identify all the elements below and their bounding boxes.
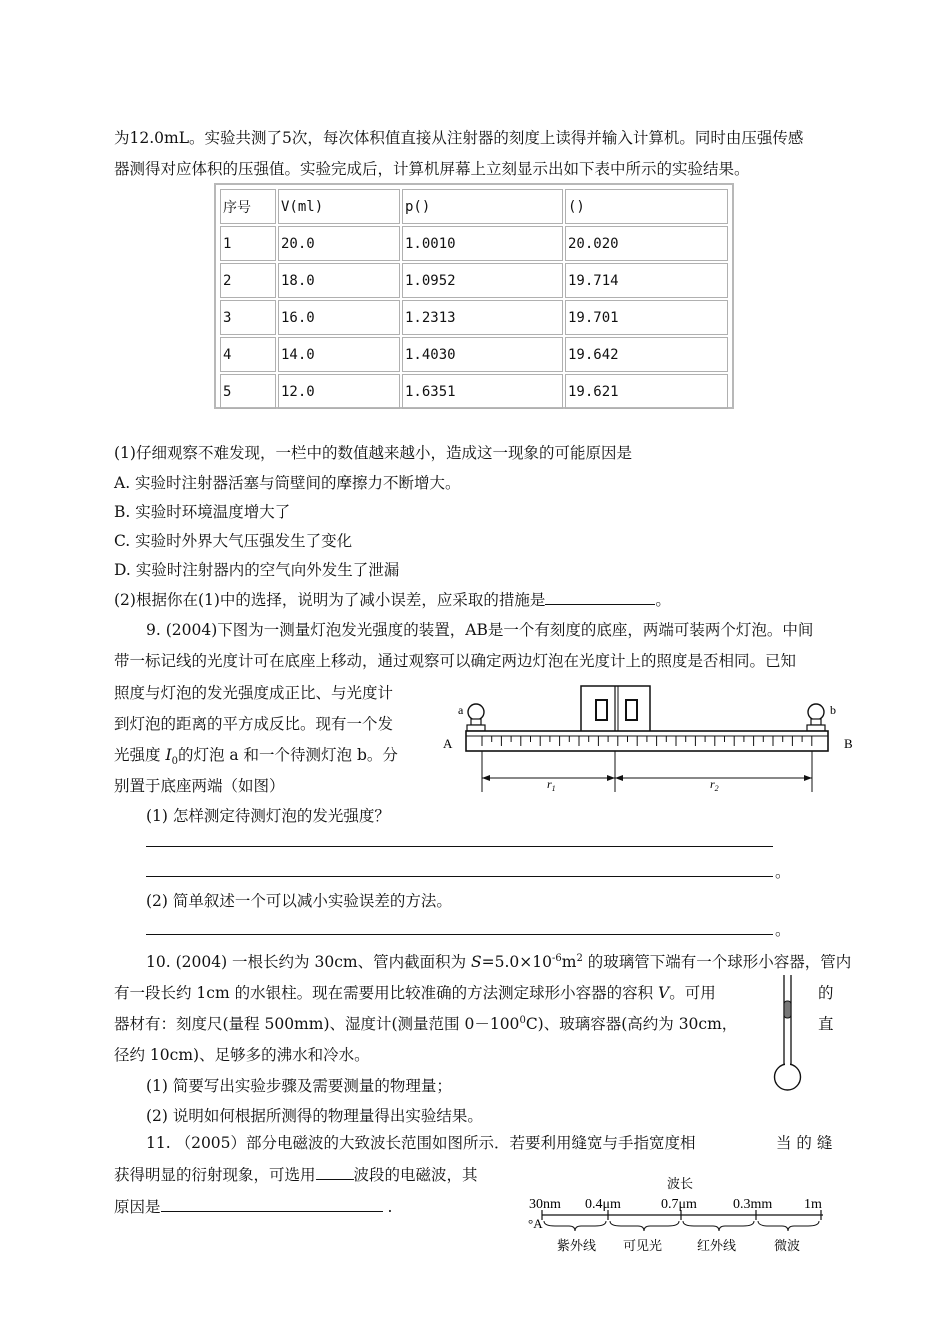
end-mark: 。 (775, 863, 791, 881)
q9-line-1: 9. (2004)下图为一测量灯泡发光强度的装置，AB是一个有刻度的底座，两端可装两个灯泡。中间 (146, 621, 814, 639)
q10-line-2-tail: 的 (818, 984, 834, 1002)
q10-line-3-b: C)、玻璃容器(高约为 30cm， (525, 1015, 738, 1033)
answer-blank[interactable] (545, 604, 655, 605)
bulb-container (775, 1064, 801, 1090)
q11-line-2-b: 波段的电磁波，其 (353, 1166, 478, 1184)
table-cell: 1.6351 (402, 374, 563, 409)
tick-label: 0.4μm (585, 1197, 621, 1212)
q10-line-3-a: 器材有：刻度尺(量程 500mm)、湿度计(测量范围 0－100 (114, 1015, 520, 1033)
q8-option-b: B. 实验时环境温度增大了 (114, 503, 291, 521)
table-cell: 16.0 (278, 300, 400, 335)
q8-part2 (114, 588, 671, 610)
table-row (220, 263, 728, 298)
distance-arrows (482, 751, 812, 792)
table-row (220, 226, 728, 261)
table-cell: 5 (220, 374, 276, 409)
q11-line-1-tail: 当 的 缝 (776, 1134, 833, 1152)
label-bulb-b: b (830, 703, 836, 717)
q10-line-2-b: 。可用 (669, 984, 716, 1002)
tick-label: 1m (804, 1197, 822, 1212)
band-label: 红外线 (697, 1238, 737, 1253)
band-label: 微波 (774, 1238, 801, 1253)
table-cell: 2 (220, 263, 276, 298)
q9-line-4: 到灯泡的距离的平方成反比。现有一个发 (114, 715, 394, 733)
q11-line-2 (114, 1163, 478, 1185)
table-cell: 20.0 (278, 226, 400, 261)
table-row (220, 374, 728, 409)
glass-tube-figure (770, 975, 810, 1093)
q8-option-a: A. 实验时注射器活塞与筒壁间的摩擦力不断增大。 (114, 474, 461, 492)
results-table (214, 183, 734, 409)
photometer-figure (440, 680, 860, 798)
q10-exponent-2: 2 (576, 952, 583, 964)
table-cell: 4 (220, 337, 276, 372)
table-cell: 12.0 (278, 374, 400, 409)
table-row (220, 337, 728, 372)
q10-sub-2: (2) 说明如何根据所测得的物理量得出实验结果。 (146, 1107, 483, 1125)
bulb-a-icon (467, 704, 485, 731)
answer-line[interactable] (146, 934, 773, 935)
table-cell: 3 (220, 300, 276, 335)
q9-line-5-b: 的灯泡 a 和一个待测灯泡 b。分 (177, 746, 398, 764)
band-label: 紫外线 (557, 1238, 597, 1253)
q10-line-1-b: =5.0×10 (481, 953, 552, 971)
label-end-a: A (443, 736, 453, 751)
table-cell: 19.701 (565, 300, 728, 335)
ruler-base (466, 731, 828, 751)
table-header-row (220, 189, 728, 224)
q11-line-3-a: 原因是 (114, 1198, 161, 1216)
table-header-cell: 序号 (220, 189, 276, 224)
q9-symbol-i-sub: 0 (171, 756, 178, 768)
table-cell: 20.020 (565, 226, 728, 261)
label-r1: $r_1$ (547, 777, 556, 793)
q10-line-3 (114, 1012, 737, 1034)
answer-blank[interactable] (316, 1179, 354, 1180)
intro-line-1: 为12.0mL。实验共测了5次，每次体积值直接从注射器的刻度上读得并输入计算机。同时由压强传感 (114, 129, 804, 147)
q10-line-1-d: 的玻璃管下端有一个球形小容器，管内 (582, 953, 852, 971)
answer-line[interactable] (146, 876, 773, 877)
intro-line-2: 器测得对应体积的压强值。实验完成后，计算机屏幕上立刻显示出如下表中所示的实验结果。 (114, 160, 750, 178)
table-header-cell: V(ml) (278, 189, 400, 224)
q10-degree: 0 (519, 1014, 526, 1026)
q8-part1: (1)仔细观察不难发现，一栏中的数值越来越小，造成这一现象的可能原因是 (114, 444, 632, 462)
q11-line-1: 11. （2005）部分电磁波的大致波长范围如图所示．若要利用缝宽与手指宽度相 (146, 1134, 696, 1152)
table-row (220, 300, 728, 335)
q11-line-3-b: . (382, 1198, 393, 1216)
table-cell: 19.621 (565, 374, 728, 409)
q8-option-d: D. 实验时注射器内的空气向外发生了泄漏 (114, 561, 400, 579)
table-cell: 1 (220, 226, 276, 261)
q10-exponent: -6 (552, 952, 562, 964)
label-bulb-a: a (458, 703, 464, 717)
answer-line[interactable] (146, 846, 773, 847)
band-braces (544, 1221, 819, 1231)
band-label: 可见光 (623, 1238, 663, 1253)
wavelength-title: 波长 (667, 1176, 694, 1191)
q11-line-3 (114, 1195, 392, 1217)
q9-line-2: 带一标记线的光度计可在底座上移动，通过观察可以确定两边灯泡在光度计上的照度是否相同。已知 (114, 652, 797, 670)
q9-line-5 (114, 743, 398, 767)
tick-label: 30nm (529, 1197, 561, 1212)
answer-blank[interactable] (161, 1211, 383, 1212)
tick-label: 0.3mm (733, 1197, 773, 1212)
q10-symbol-s: S (471, 953, 482, 971)
table-cell: 1.2313 (402, 300, 563, 335)
table-cell: 19.642 (565, 337, 728, 372)
table-cell: 1.4030 (402, 337, 563, 372)
q10-line-1-a: 10. (2004) 一根长约为 30cm、管内截面积为 (146, 953, 472, 971)
q10-line-2-a: 有一段长约 1cm 的水银柱。现在需要用比较准确的方法测定球形小容器的容积 (114, 984, 659, 1002)
q11-line-2-a: 获得明显的衍射现象，可选用 (114, 1166, 316, 1184)
q9-line-5-a: 光强度 (114, 746, 166, 764)
table-cell: 14.0 (278, 337, 400, 372)
q8-part2-end: 。 (655, 591, 671, 609)
end-mark: 。 (775, 921, 791, 939)
q10-unit: m (561, 953, 577, 971)
q10-line-2 (114, 981, 716, 1003)
q8-option-c: C. 实验时外界大气压强发生了变化 (114, 532, 353, 550)
bulb-b-icon (807, 704, 825, 731)
q10-line-1 (146, 950, 851, 972)
wavelength-figure (525, 1170, 830, 1260)
q10-line-3-tail: 直 (818, 1015, 834, 1033)
q8-part2-text: (2)根据你在(1)中的选择，说明为了减小误差，应采取的措施是 (114, 591, 546, 609)
unit-label: °A (528, 1216, 543, 1231)
q9-line-3: 照度与灯泡的发光强度成正比、与光度计 (114, 684, 394, 702)
table-header-cell: () (565, 189, 728, 224)
label-end-b: B (844, 736, 853, 751)
q10-sub-1: (1) 简要写出实验步骤及需要测量的物理量； (146, 1077, 452, 1095)
table-cell: 1.0010 (402, 226, 563, 261)
tick-label: 0.7μm (661, 1197, 697, 1212)
q9-sub-1: (1) 怎样测定待测灯泡的发光强度？ (146, 807, 390, 825)
q9-symbol-i: I (165, 746, 172, 764)
table-cell: 18.0 (278, 263, 400, 298)
table-cell: 1.0952 (402, 263, 563, 298)
table-header-cell: p() (402, 189, 563, 224)
q10-line-4: 径约 10cm)、足够多的沸水和冷水。 (114, 1046, 370, 1064)
label-r2: $r_2$ (710, 777, 719, 793)
mercury-column (784, 1001, 791, 1018)
table-cell: 19.714 (565, 263, 728, 298)
q9-sub-2: (2) 简单叙述一个可以减小实验误差的方法。 (146, 892, 452, 910)
q9-line-6: 别置于底座两端（如图） (114, 777, 285, 795)
q10-symbol-v: V (658, 984, 670, 1002)
